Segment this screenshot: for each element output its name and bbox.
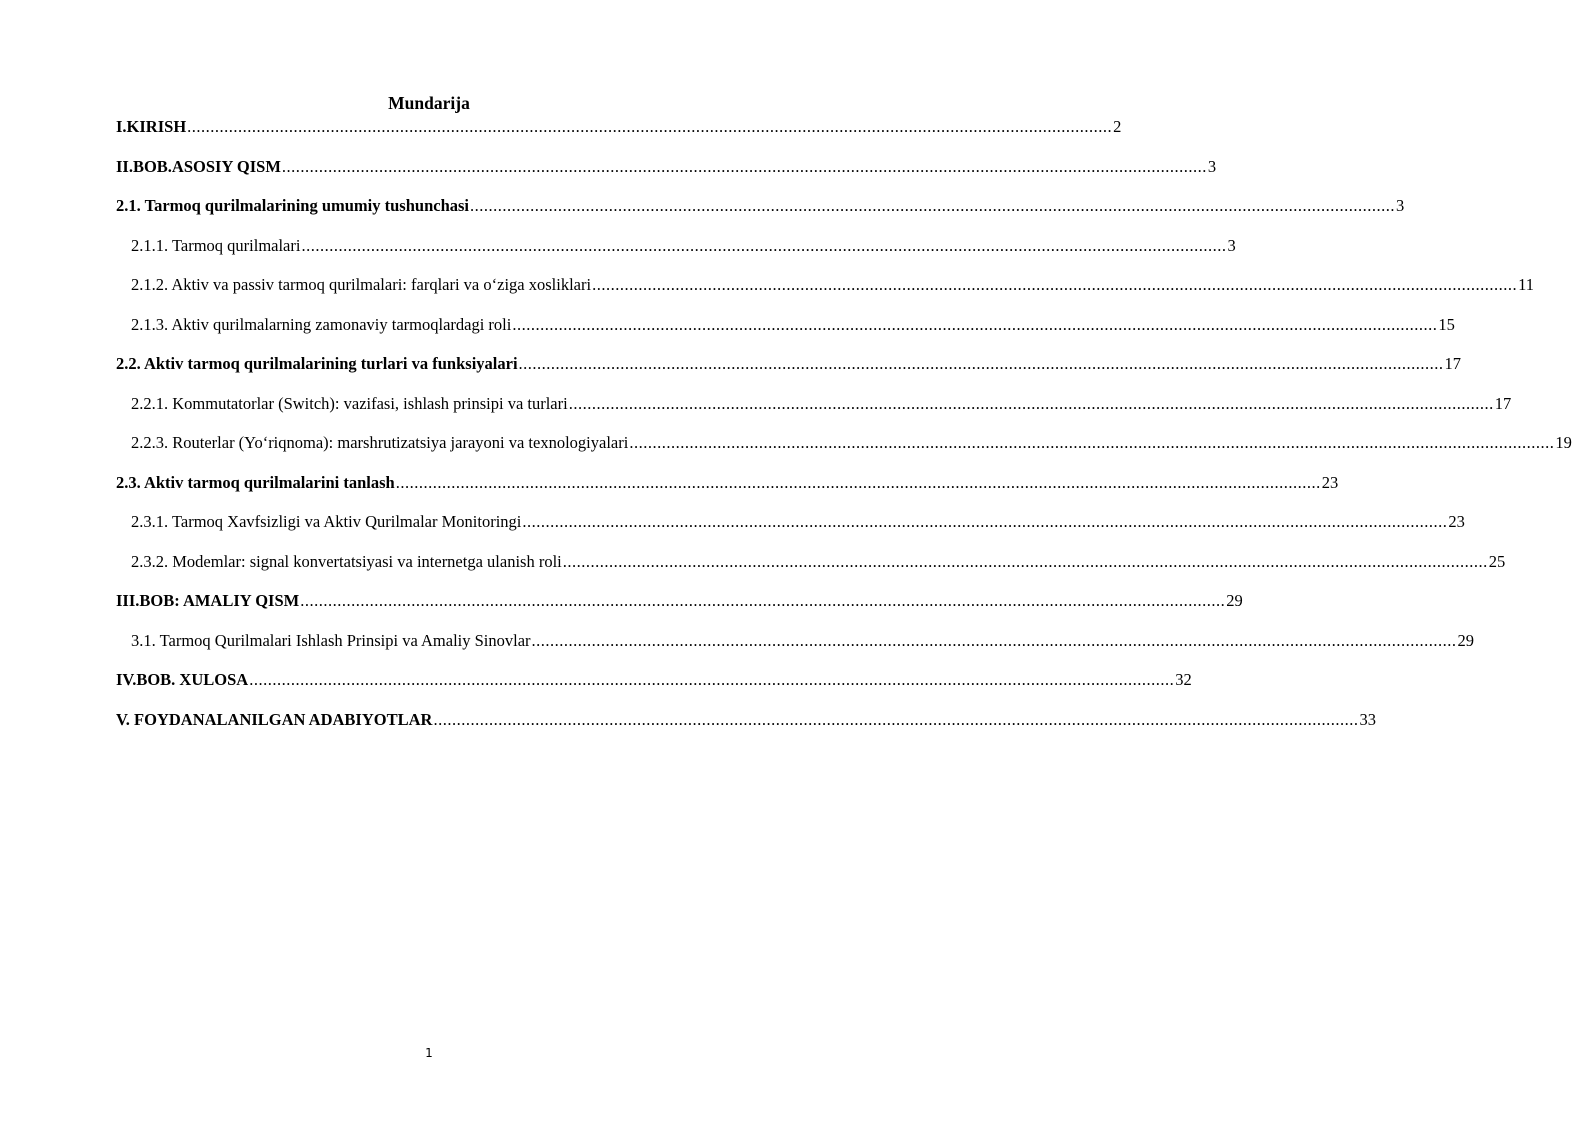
toc-entry-title: 3.1. Tarmoq Qurilmalari Ishlash Prinsipi va Amaliy Sinovlar bbox=[131, 630, 531, 650]
toc-entry-page: 23 bbox=[1321, 472, 1339, 492]
toc-line bbox=[116, 195, 1405, 217]
toc-entry[interactable] bbox=[116, 353, 1462, 393]
toc-line bbox=[116, 353, 1462, 375]
toc-leader-dots: ........................................................................................................................................................................................................ bbox=[433, 709, 1359, 729]
toc-entry[interactable] bbox=[116, 116, 1122, 156]
toc-entry-page: 15 bbox=[1438, 314, 1455, 334]
page-number: 1 bbox=[425, 1046, 433, 1060]
toc-entry-title: 2.2.1. Kommutatorlar (Switch): vazifasi, ishlash prinsipi va turlari bbox=[131, 393, 568, 413]
toc-leader-dots: ........................................................................................................................................................................................................ bbox=[629, 433, 1555, 452]
toc-entry-page: 23 bbox=[1448, 512, 1465, 531]
toc-leader-dots: ........................................................................................................................................................................................................ bbox=[187, 117, 1113, 136]
toc-line bbox=[116, 472, 1339, 494]
toc-leader-dots: ........................................................................................................................................................................................................ bbox=[518, 354, 1444, 373]
toc-entry-title: II.BOB.ASOSIY QISM bbox=[116, 156, 281, 176]
toc-leader-dots: ........................................................................................................................................................................................................ bbox=[562, 551, 1488, 571]
toc-entry[interactable] bbox=[116, 235, 1236, 275]
toc-leader-dots: ........................................................................................................................................................................................................ bbox=[592, 275, 1518, 294]
toc-entry[interactable] bbox=[116, 511, 1465, 551]
toc-leader-dots: ........................................................................................................................................................................................................ bbox=[512, 314, 1438, 334]
toc-entry-title: I.KIRISH bbox=[116, 117, 187, 136]
toc-line bbox=[131, 235, 1236, 257]
toc-line bbox=[131, 630, 1475, 652]
table-of-contents bbox=[116, 116, 1572, 748]
toc-entry[interactable] bbox=[116, 393, 1512, 433]
toc-line bbox=[131, 511, 1465, 533]
toc-entry-page: 11 bbox=[1518, 275, 1534, 294]
toc-line bbox=[131, 314, 1455, 336]
toc-entry-page: 3 bbox=[1227, 235, 1236, 255]
toc-entry-title: 2.1.3. Aktiv qurilmalarning zamonaviy tarmoqlardagi roli bbox=[131, 314, 512, 334]
toc-entry-page: 25 bbox=[1488, 551, 1506, 571]
toc-leader-dots: ........................................................................................................................................................................................................ bbox=[249, 670, 1175, 689]
toc-leader-dots: ........................................................................................................................................................................................................ bbox=[470, 196, 1396, 215]
toc-entry[interactable] bbox=[116, 156, 1217, 196]
toc-entry-title: 2.1.2. Aktiv va passiv tarmoq qurilmalari: farqlari va o‘ziga xosliklari bbox=[131, 275, 592, 294]
toc-entry[interactable] bbox=[116, 551, 1506, 591]
toc-entry[interactable] bbox=[116, 432, 1572, 472]
toc-entry-page: 3 bbox=[1207, 156, 1217, 176]
toc-line bbox=[131, 432, 1572, 454]
toc-leader-dots: ........................................................................................................................................................................................................ bbox=[568, 393, 1494, 413]
toc-leader-dots: ........................................................................................................................................................................................................ bbox=[531, 630, 1457, 650]
toc-entry-page: 29 bbox=[1226, 591, 1243, 610]
toc-entry-page: 17 bbox=[1444, 354, 1462, 373]
toc-entry-title: 2.3. Aktiv tarmoq qurilmalarini tanlash bbox=[116, 472, 395, 492]
toc-entry-title: 2.1.1. Tarmoq qurilmalari bbox=[131, 235, 301, 255]
toc-entry-page: 17 bbox=[1494, 393, 1512, 413]
toc-entry[interactable] bbox=[116, 709, 1376, 749]
toc-line bbox=[116, 709, 1376, 731]
toc-entry-page: 2 bbox=[1113, 117, 1122, 136]
toc-entry-page: 33 bbox=[1359, 709, 1376, 729]
toc-entry[interactable] bbox=[116, 274, 1534, 314]
toc-leader-dots: ........................................................................................................................................................................................................ bbox=[522, 512, 1448, 531]
toc-entry[interactable] bbox=[116, 669, 1192, 709]
toc-entry-page: 32 bbox=[1175, 670, 1192, 689]
toc-line bbox=[131, 274, 1534, 296]
toc-entry-title: 2.3.2. Modemlar: signal konvertatsiyasi va internetga ulanish roli bbox=[131, 551, 562, 571]
toc-entry[interactable] bbox=[116, 314, 1455, 354]
toc-line bbox=[116, 590, 1243, 612]
toc-entry-title: 2.2.3. Routerlar (Yo‘riqnoma): marshrutizatsiya jarayoni va texnologiyalari bbox=[131, 433, 629, 452]
toc-line bbox=[116, 156, 1217, 178]
toc-entry[interactable] bbox=[116, 472, 1339, 512]
toc-entry[interactable] bbox=[116, 195, 1405, 235]
toc-entry-page: 29 bbox=[1457, 630, 1475, 650]
toc-entry[interactable] bbox=[116, 590, 1243, 630]
toc-line bbox=[131, 393, 1512, 415]
toc-entry-title: 2.3.1. Tarmoq Xavfsizligi va Aktiv Qurilmalar Monitoringi bbox=[131, 512, 522, 531]
toc-leader-dots: ........................................................................................................................................................................................................ bbox=[300, 591, 1226, 610]
toc-entry[interactable] bbox=[116, 630, 1475, 670]
toc-entry-title: 2.2. Aktiv tarmoq qurilmalarining turlari va funksiyalari bbox=[116, 354, 518, 373]
toc-line bbox=[131, 551, 1506, 573]
toc-leader-dots: ........................................................................................................................................................................................................ bbox=[281, 156, 1207, 176]
toc-leader-dots: ........................................................................................................................................................................................................ bbox=[395, 472, 1321, 492]
page-title: Mundarija bbox=[388, 93, 470, 113]
toc-entry-page: 3 bbox=[1396, 196, 1405, 215]
toc-entry-title: V. FOYDANALANILGAN ADABIYOTLAR bbox=[116, 709, 433, 729]
toc-line bbox=[116, 116, 1122, 138]
toc-entry-page: 19 bbox=[1555, 433, 1572, 452]
toc-line bbox=[116, 669, 1192, 691]
toc-entry-title: 2.1. Tarmoq qurilmalarining umumiy tushunchasi bbox=[116, 196, 470, 215]
toc-entry-title: IV.BOB. XULOSA bbox=[116, 670, 249, 689]
toc-entry-title: III.BOB: AMALIY QISM bbox=[116, 591, 300, 610]
toc-leader-dots: ........................................................................................................................................................................................................ bbox=[301, 235, 1227, 255]
